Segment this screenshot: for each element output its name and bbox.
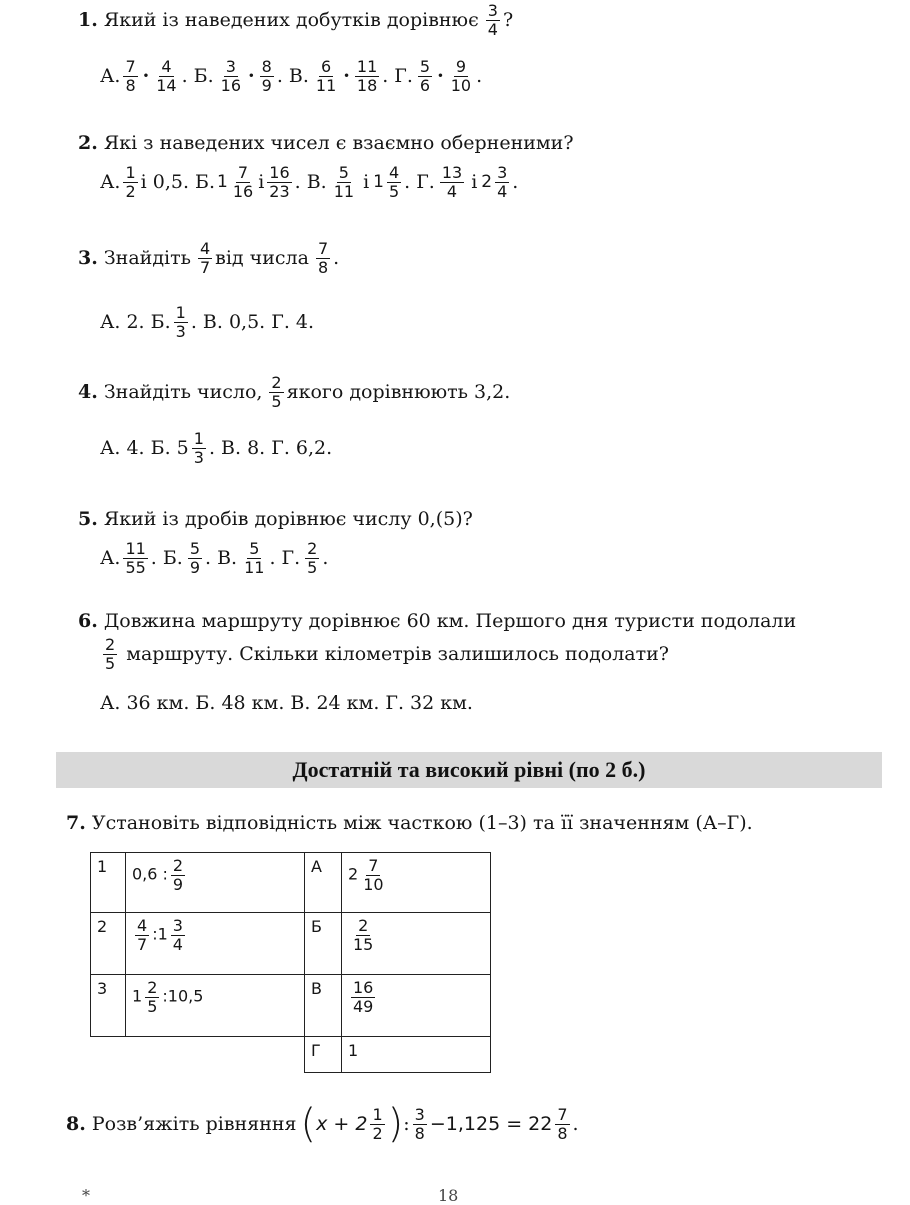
question-5: 5. Який із дробів дорівнює числу 0,(5)? [78, 508, 473, 530]
question-1: 1. Який із наведених добутків дорівнює $\frac{3}{4}$ ? [78, 1, 514, 39]
question-8: 8. Розв’яжіть рівняння ( x + 2 $\frac{1}{2}$ ) : $\frac{3}{8}$ −1,125 = 22 $\frac{7}{8}$ . [66, 1101, 579, 1147]
question-5-options: А. $\frac{11}{55}$ . Б. $\frac{5}{9}$ . В. $\frac{5}{11}$ . Г. $\frac{2}{5}$ . [100, 539, 329, 577]
footnote-mark: * [82, 1186, 90, 1205]
question-3-options: А. 2. Б. $\frac{1}{3}$ . В. 0,5. Г. 4. [100, 303, 315, 341]
page-number: 18 [438, 1186, 459, 1205]
question-2: 2. Які з наведених чисел є взаємно оберненими? [78, 132, 574, 154]
question-2-options: А. $\frac{1}{2}$ і 0,5. Б. 1 $\frac{7}{16}$ і $\frac{16}{23}$ . В. $\frac{5}{11}$ і 1 $\frac{4}{5}$ . Г. $\frac{13}{4}$ і 2 $\frac{3}{4}$ . [100, 163, 519, 201]
question-7: 7. Установіть відповідність між часткою (1–3) та її значенням (А–Г). [66, 812, 753, 834]
fraction: $\frac{3}{4}$ [487, 1, 498, 39]
question-6-answers: А. 36 км. Б. 48 км. В. 24 км. Г. 32 км. [100, 692, 473, 714]
question-4: 4. Знайдіть число, $\frac{2}{5}$ якого дорівнюють 3,2. [78, 373, 511, 411]
question-6-line2: $\frac{2}{5}$ маршруту. Скільки кілометрів залишилось подолати? [105, 635, 669, 673]
section-banner: Достатній та високий рівні (по 2 б.) [56, 752, 882, 788]
question-1-options: А. $\frac{7}{8}$ · $\frac{4}{14}$ . Б. $\frac{3}{16}$ · $\frac{8}{9}$ . В. $\frac{6}{11}$ · $\frac{11}{18}$ . Г. $\frac{5}{6}$ · $\frac{9}{10}$ . [100, 57, 483, 95]
question-3: 3. Знайдіть $\frac{4}{7}$ від числа $\frac{7}{8}$ . [78, 239, 340, 277]
question-6: 6. Довжина маршруту дорівнює 60 км. Першого дня туристи подолали [78, 610, 797, 632]
question-4-options: А. 4. Б. 5 $\frac{1}{3}$ . В. 8. Г. 6,2. [100, 429, 333, 467]
matching-table: 1 0,6 : $\frac{2}{9}$ А 2 $\frac{7}{10}$ 2 $\frac{4}{7}$ :1 $\frac{3}{4}$ Б $\frac{2}{15}$ 3 1 $\frac{2}{5}$ :10,5 В $\frac{16}{49}$ Г 1 [90, 852, 491, 1073]
